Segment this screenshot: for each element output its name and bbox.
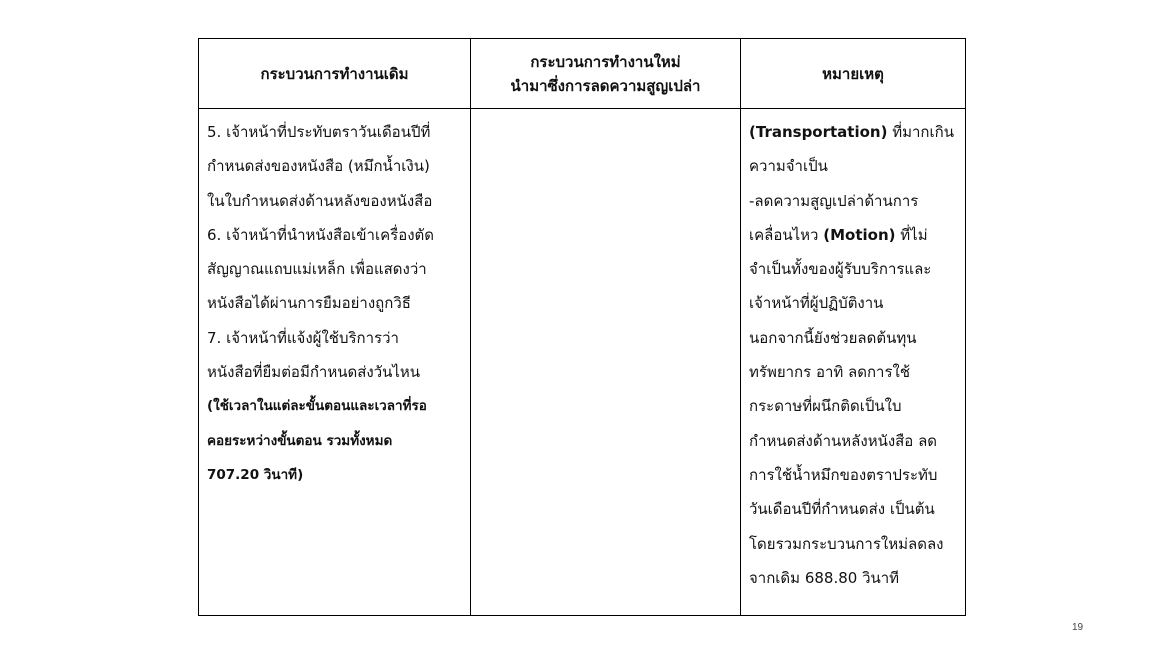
header-new-process-label-line1: กระบวนการทำงานใหม่: [530, 52, 681, 71]
old-process-line: ในใบกำหนดส่งด้านหลังของหนังสือ: [207, 191, 433, 210]
header-old-process: [199, 39, 471, 109]
remarks-line: นอกจากนี้ยังช่วยลดต้นทุน: [749, 328, 917, 347]
header-new-process-label-line2: นำมาซึ่งการลดความสูญเปล่า: [510, 76, 701, 95]
old-process-total-time-line: 707.20 วินาที): [207, 466, 304, 483]
header-remarks-label: หมายเหตุ: [822, 64, 884, 83]
header-new-process: [471, 39, 741, 109]
remarks-term-transportation: (Transportation): [749, 123, 888, 141]
remarks-line: -ลดความสูญเปล่าด้านการ: [749, 191, 919, 210]
remarks-line: การใช้น้ำหมึกของตราประทับ: [749, 465, 938, 484]
old-process-total-time-line: (ใช้เวลาในแต่ละขั้นตอนและเวลาที่รอ: [207, 398, 427, 415]
remarks-line: ทรัพยากร อาทิ ลดการใช้: [749, 363, 911, 382]
process-comparison-table: [198, 38, 966, 616]
old-process-line: หนังสือที่ยืมต่อมีกำหนดส่งวันไหน: [207, 363, 421, 382]
remarks-line: จากเดิม 688.80 วินาที: [749, 568, 900, 587]
remarks-line: (Transportation) ที่มากเกิน: [749, 123, 954, 141]
header-old-process-label: กระบวนการทำงานเดิม: [260, 64, 409, 83]
remarks-cell: [741, 109, 965, 615]
remarks-line: กำหนดส่งด้านหลังหนังสือ ลด: [749, 431, 938, 450]
old-process-cell: [199, 109, 471, 615]
remarks-line: วันเดือนปีที่กำหนดส่ง เป็นต้น: [749, 500, 935, 519]
remarks-line: โดยรวมกระบวนการใหม่ลดลง: [749, 534, 944, 553]
old-process-line: สัญญาณแถบแม่เหล็ก เพื่อแสดงว่า: [207, 260, 427, 279]
old-process-line: กำหนดส่งของหนังสือ (หมึกน้ำเงิน): [207, 157, 430, 176]
remarks-line: ความจำเป็น: [749, 157, 828, 176]
old-process-line: 6. เจ้าหน้าที่นำหนังสือเข้าเครื่องตัด: [207, 225, 435, 244]
page-number: 19: [1072, 622, 1084, 633]
remarks-line: จำเป็นทั้งของผู้รับบริการและ: [749, 260, 932, 279]
old-process-total-time-line: คอยระหว่างขั้นตอน รวมทั้งหมด: [207, 432, 393, 449]
remarks-term-motion: (Motion): [823, 225, 896, 244]
old-process-line: 7. เจ้าหน้าที่แจ้งผู้ใช้บริการว่า: [207, 328, 399, 347]
remarks-line: เคลื่อนไหว (Motion) ที่ไม่: [749, 225, 928, 244]
old-process-line: 5. เจ้าหน้าที่ประทับตราวันเดือนปีที่: [207, 123, 431, 141]
remarks-line: เจ้าหน้าที่ผู้ปฏิบัติงาน: [749, 294, 884, 313]
new-process-cell: [471, 109, 741, 615]
remarks-line: กระดาษที่ผนึกติดเป็นใบ: [749, 397, 902, 416]
header-remarks: [741, 39, 965, 109]
old-process-line: หนังสือได้ผ่านการยืมอย่างถูกวิธี: [207, 294, 411, 313]
